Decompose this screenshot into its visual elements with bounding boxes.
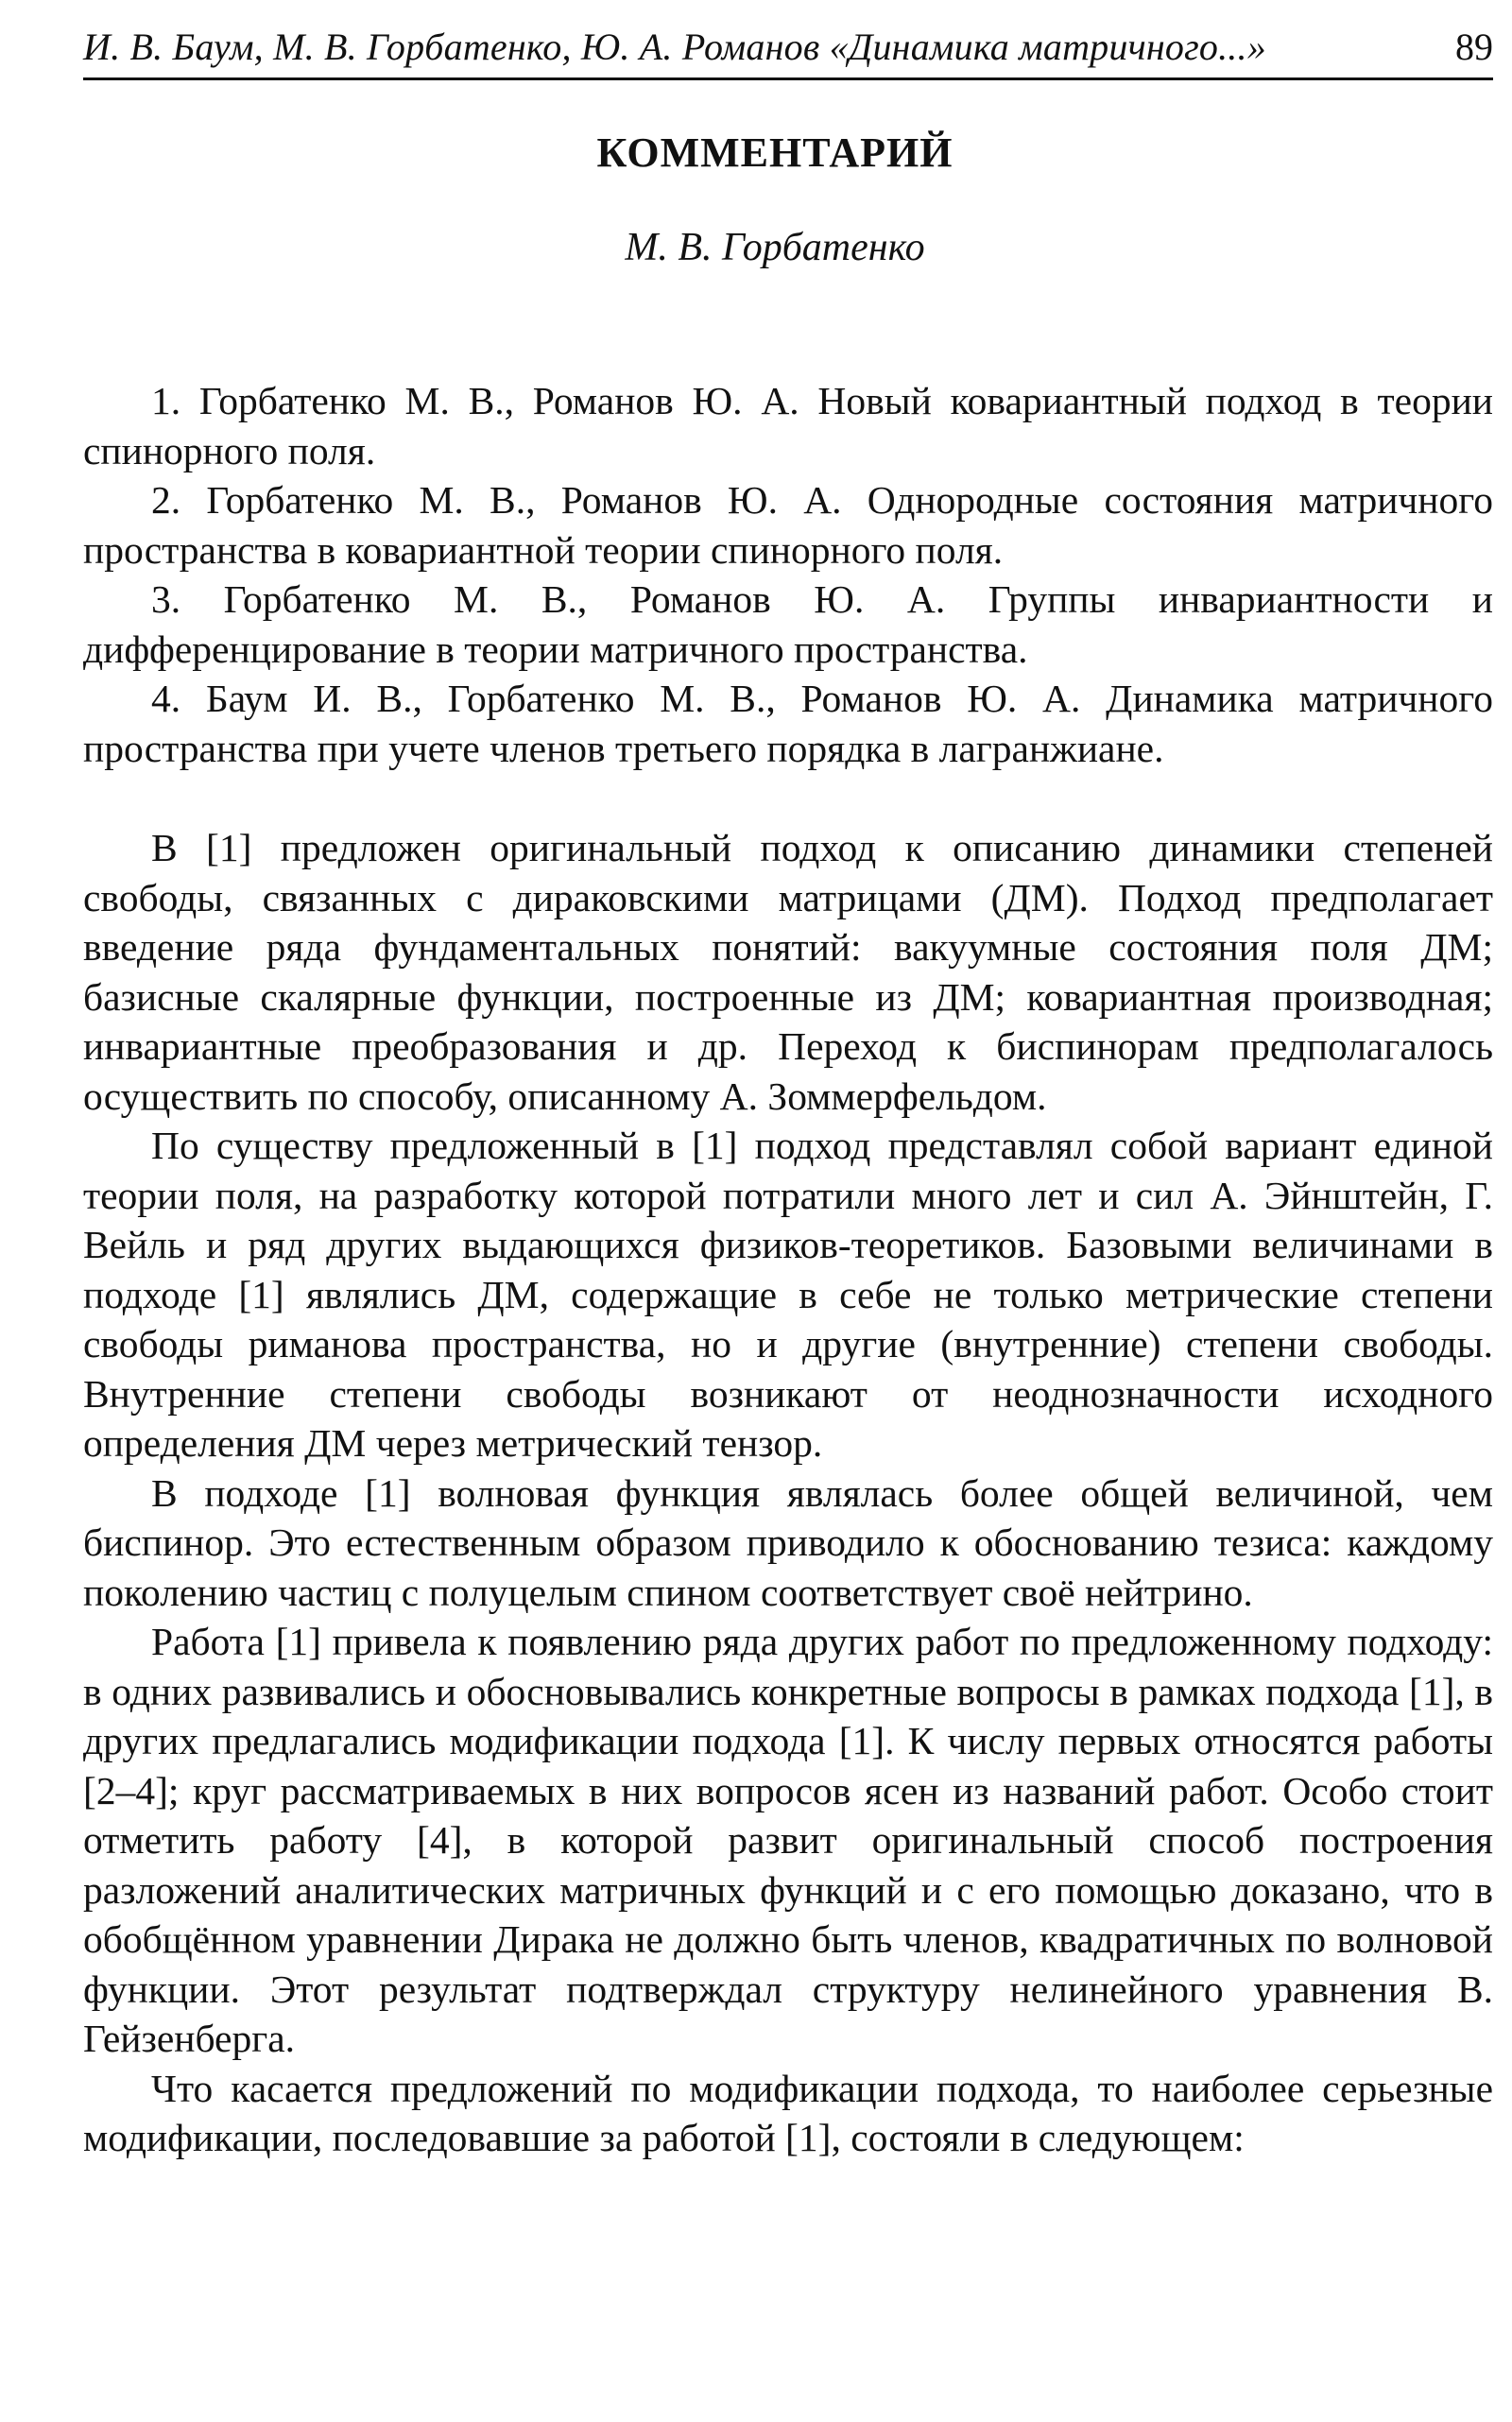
body-paragraph: В подходе [1] волновая функция являлась более общей величиной, чем биспинор. Это естественным образом приводило к обоснованию тезиса: каждому поколению частиц с полуцелым спином соответствует своё нейтрино. bbox=[83, 1470, 1493, 1614]
section-title: КОММЕНТАРИЙ bbox=[596, 129, 954, 176]
reference-item: 1. Горбатенко М. В., Романов Ю. А. Новый ковариантный подход в теории спинорного поля. bbox=[83, 379, 1493, 472]
reference-item: 3. Горбатенко М. В., Романов Ю. А. Группы инвариантности и дифференцирование в теории матричного пространства. bbox=[83, 577, 1493, 671]
page-number: 89 bbox=[1455, 26, 1493, 68]
reference-item: 2. Горбатенко М. В., Романов Ю. А. Однородные состояния матричного пространства в ковариантной теории спинорного поля. bbox=[83, 478, 1493, 572]
body-text bbox=[83, 823, 1493, 2163]
reference-list bbox=[83, 376, 1493, 773]
section-author: М. В. Горбатенко bbox=[625, 226, 925, 269]
body-paragraph: Что касается предложений по модификации подхода, то наиболее серьезные модификации, последовавшие за работой [1], состояли в следующем: bbox=[83, 2066, 1493, 2159]
running-head-text: И. В. Баум, М. В. Горбатенко, Ю. А. Романов «Динамика матричного...» bbox=[83, 26, 1266, 68]
body-paragraph: Работа [1] привела к появлению ряда других работ по предложенному подходу: в одних развивались и обосновывались конкретные вопросы в рамках подхода [1], в других предлагались модификации подхода [1]. К числу первых относятся работы [2–4]; круг рассматриваемых в них вопросов ясен из названий работ. Особо стоит отметить работу [4], в которой развит оригинальный способ построения разложений аналитических матричных функций и с его помощью доказано, что в обобщённом уравнении Дирака не должно быть членов, квадратичных по волновой функции. Этот результат подтверждал структуру нелинейного уравнения В. Гейзенберга. bbox=[83, 1620, 1493, 2060]
body-paragraph: В [1] предложен оригинальный подход к описанию динамики степеней свободы, связанных с дираковскими матрицами (ДМ). Подход предполагает введение ряда фундаментальных понятий: вакуумные состояния поля ДМ; базисные скалярные функции, построенные из ДМ; ковариантная производная; инвариантные преобразования и др. Переход к биспинорам предполагалось осуществить по способу, описанному А. Зоммерфельдом. bbox=[83, 826, 1493, 1118]
running-head bbox=[83, 21, 1493, 80]
book-page bbox=[57, 0, 1493, 2422]
reference-item: 4. Баум И. В., Горбатенко М. В., Романов Ю. А. Динамика матричного пространства при учете членов третьего порядка в лагранжиане. bbox=[83, 677, 1493, 770]
body-paragraph: По существу предложенный в [1] подход представлял собой вариант единой теории поля, на разработку которой потратили много лет и сил А. Эйнштейн, Г. Вейль и ряд других выдающихся физиков-теоретиков. Базовыми величинами в подходе [1] являлись ДМ, содержащие в себе не только метрические степени свободы риманова пространства, но и другие (внутренние) степени свободы. Внутренние степени свободы возникают от неоднозначности исходного определения ДМ через метрический тензор. bbox=[83, 1124, 1493, 1465]
